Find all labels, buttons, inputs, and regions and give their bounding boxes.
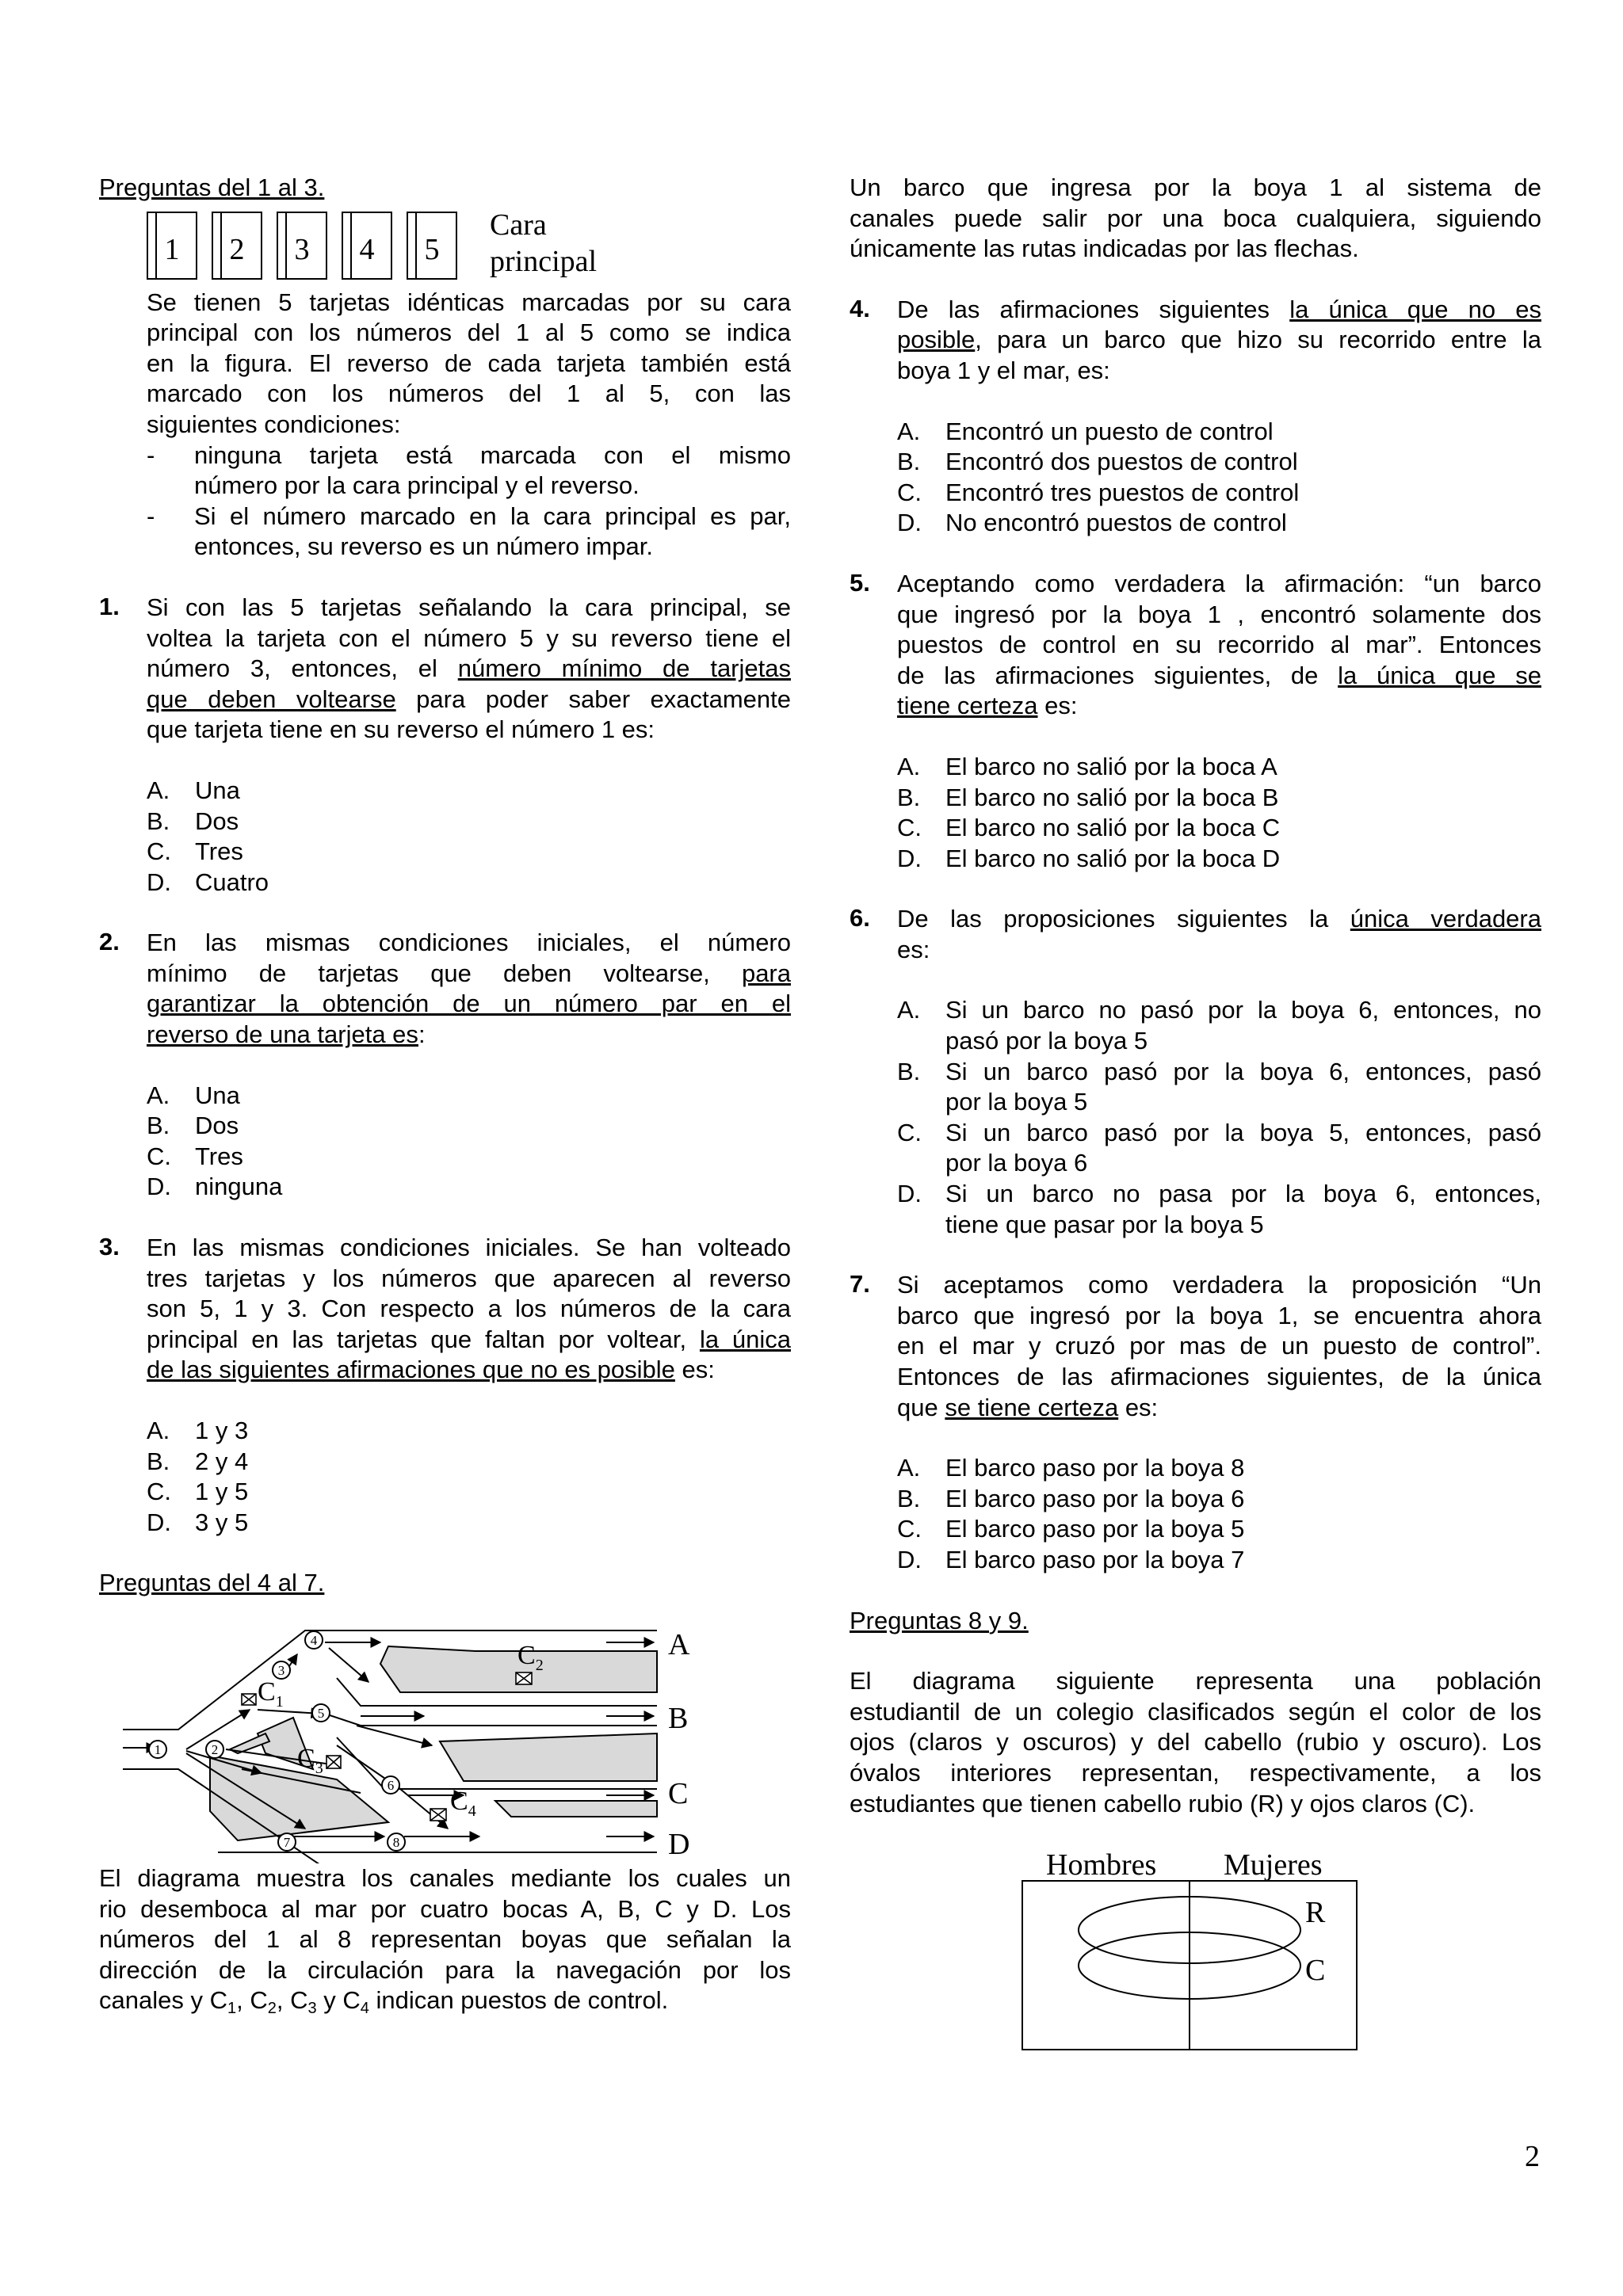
control-post-icon-2 (516, 1672, 532, 1684)
card-1: 1 (147, 212, 197, 280)
question-2-options (99, 1081, 791, 1203)
option-3d[interactable]: D. 3 y 5 (147, 1508, 249, 1536)
venn-label-c: C (1305, 1954, 1326, 1988)
question-1: 1. Si con las 5 tarjetas señalando la cara principal, se voltea la tarjeta con el número 5 y su reverso tiene el número 3, entonces, el número mínimo de tarjetas que deben voltearse para poder saber exactamente que tarjeta tiene en su reverso el número 1 es: (99, 592, 791, 744)
card-2: 2 (212, 212, 262, 280)
section-header-8-9: Preguntas 8 y 9. (850, 1606, 1029, 1634)
question-2: 2. En las mismas condiciones iniciales, el número mínimo de tarjetas que deben voltearse, para garantizar la obtención de un número par en el reverso de una tarjeta es: (99, 928, 791, 1049)
option-1d[interactable]: D. Cuatro (147, 868, 269, 896)
buoy-label-3: 3 (277, 1662, 285, 1678)
channels-diagram (99, 1599, 791, 1863)
option-1c[interactable]: C. Tres (147, 837, 243, 866)
buoy-label-5: 5 (317, 1705, 325, 1721)
option-2d[interactable]: D. ninguna (147, 1173, 283, 1201)
venn-intro: El diagrama siguiente representa una población estudiantil de un colegio clasificados según el color de los ojos (claros y oscuros) y del cabello (rubio y oscuro). Los óvalos interiores representan, respectivamente, a los estudiantes que tienen cabello rubio (R) y ojos claros (C). (850, 1667, 1541, 1817)
venn-label-mujeres: Mujeres (1224, 1848, 1323, 1882)
option-5b[interactable]: B. El barco no salió por la boca B (897, 783, 1279, 811)
section-header-4-7: Preguntas del 4 al 7. (99, 1569, 325, 1597)
condition-2: - Si el número marcado en la cara principal es par, entonces, su reverso es un número impar. (147, 502, 791, 561)
option-7d[interactable]: D. El barco paso por la boya 7 (897, 1545, 1245, 1573)
boca-labels (668, 1628, 690, 1861)
venn-diagram (850, 1835, 1541, 2073)
cards-figure (147, 204, 791, 288)
card-5: 5 (407, 212, 457, 280)
question-4-options (850, 417, 1541, 539)
boca-label-b: B (668, 1701, 689, 1735)
buoy-label-6: 6 (387, 1777, 395, 1793)
option-4c[interactable]: C. Encontró tres puestos de control (897, 478, 1300, 506)
option-5c[interactable]: C. El barco no salió por la boca C (897, 814, 1281, 842)
buoy-label-1: 1 (154, 1741, 162, 1757)
question-6-options (850, 995, 1541, 1240)
question-3: 3. En las mismas condiciones iniciales. Se han volteado tres tarjetas y los números que aparecen al reverso son 5, 1 y 3. Con respecto a los números de la cara principal en las tarjetas que faltan por voltear, la única de las siguientes afirmaciones que no es posible es: (99, 1233, 791, 1384)
option-1b[interactable]: B. Dos (147, 807, 239, 835)
control-post-icon-3 (327, 1756, 341, 1768)
control-label-3: $C_3$ (297, 1743, 323, 1777)
island-2 (440, 1733, 657, 1781)
buoy-label-4: 4 (310, 1632, 318, 1648)
page-number: 2 (1525, 2140, 1540, 2173)
card-4: 4 (342, 212, 392, 280)
buoy-label-2: 2 (211, 1741, 219, 1757)
option-5a[interactable]: A. El barco no salió por la boca A (897, 752, 1277, 780)
question-4: 4. De las afirmaciones siguientes la única que no es posible, para un barco que hizo su recorrido entre la boya 1 y el mar, es: (850, 294, 1541, 384)
buoy-label-8: 8 (392, 1834, 400, 1850)
question-5-options (850, 752, 1541, 874)
control-label-2: $C_2$ (517, 1640, 544, 1674)
boca-label-d: D (668, 1827, 690, 1861)
left-column (99, 173, 791, 2016)
option-2a[interactable]: A. Una (147, 1081, 240, 1109)
option-3b[interactable]: B. 2 y 4 (147, 1447, 249, 1475)
section-header-1-3: Preguntas del 1 al 3. (99, 174, 325, 201)
option-4a[interactable]: A. Encontró un puesto de control (897, 417, 1274, 445)
option-4b[interactable]: B. Encontró dos puestos de control (897, 448, 1298, 476)
cards-intro: Se tienen 5 tarjetas idénticas marcadas por su cara principal con los números del 1 al 5 como se indica en la figura. El reverso de cada tarjeta también está marcado con los números del 1 al 5, con las siguientes condiciones: - ninguna tarjeta está marcada con el mismo número por la cara principal y el reverso. - Si el número marcado en la cara principal es par, entonces, su reverso es un número impar. (99, 288, 791, 563)
boca-label-a: A (668, 1627, 690, 1661)
venn-label-hombres: Hombres (1046, 1848, 1157, 1882)
question-7-options (850, 1453, 1541, 1575)
option-7a[interactable]: A. El barco paso por la boya 8 (897, 1454, 1245, 1482)
right-column (850, 173, 1541, 2073)
buoy-label-7: 7 (283, 1834, 291, 1850)
question-3-options (99, 1416, 791, 1538)
option-2b[interactable]: B. Dos (147, 1112, 239, 1140)
option-1a[interactable]: A. Una (147, 776, 240, 804)
question-7: 7. Si aceptamos como verdadera la proposición “Un barco que ingresó por la boya 1, se encuentra ahora en el mar y cruzó por mas de un puesto de control”. Entonces de las afirmaciones siguientes, de la única que se tiene certeza es: (850, 1270, 1541, 1421)
cards-caption: Cara principal (490, 208, 598, 278)
condition-1: - ninguna tarjeta está marcada con el mismo número por la cara principal y el reverso. (147, 441, 791, 500)
channels-intro: Un barco que ingresa por la boya 1 al sistema de canales puede salir por una boca cualquiera, siguiendo únicamente las rutas indicadas por las flechas. (850, 174, 1541, 263)
venn-label-r: R (1305, 1896, 1326, 1930)
control-label-1: $C_1$ (258, 1676, 284, 1711)
option-4d[interactable]: D. No encontró puestos de control (897, 509, 1287, 537)
option-3a[interactable]: A. 1 y 3 (147, 1417, 249, 1444)
option-7c[interactable]: C. El barco paso por la boya 5 (897, 1515, 1245, 1543)
option-6a[interactable]: A. Si un barco no pasó por la boya 6, entonces, no pasó por la boya 5 (897, 996, 1541, 1055)
question-5: 5. Aceptando como verdadera la afirmación: “un barco que ingresó por la boya 1 , encontró solamente dos puestos de control en su recorrido al mar”. Entonces de las afirmaciones siguientes, de la única que se tiene certeza es: (850, 568, 1541, 720)
option-5d[interactable]: D. El barco no salió por la boca D (897, 844, 1281, 872)
option-3c[interactable]: C. 1 y 5 (147, 1478, 249, 1506)
control-label-4: $C_4$ (450, 1786, 476, 1820)
card-3: 3 (277, 212, 327, 280)
question-1-options (99, 776, 791, 898)
control-post-icon-4 (430, 1809, 446, 1821)
channels-description: El diagrama muestra los canales mediante los cuales un rio desemboca al mar por cuatro bocas A, B, C y D. Los números del 1 al 8 representan boyas que señalan la dirección de la circulación para la navegación por los canales y $C_1$, $C_2$, $C_3$ y $C_4$ indican puestos de control. (99, 1863, 791, 2018)
island-3 (495, 1801, 657, 1817)
option-6d[interactable]: D. Si un barco no pasa por la boya 6, entonces, tiene que pasar por la boya 5 (897, 1180, 1541, 1238)
option-7b[interactable]: B. El barco paso por la boya 6 (897, 1484, 1245, 1512)
question-6: 6. De las proposiciones siguientes la única verdadera es: (850, 904, 1541, 963)
option-6b[interactable]: B. Si un barco pasó por la boya 6, entonces, pasó por la boya 5 (897, 1057, 1541, 1116)
control-post-icon-1 (242, 1694, 256, 1705)
option-2c[interactable]: C. Tres (147, 1142, 243, 1170)
boca-label-c: C (668, 1776, 689, 1810)
option-6c[interactable]: C. Si un barco pasó por la boya 5, entonces, pasó por la boya 6 (897, 1118, 1541, 1177)
